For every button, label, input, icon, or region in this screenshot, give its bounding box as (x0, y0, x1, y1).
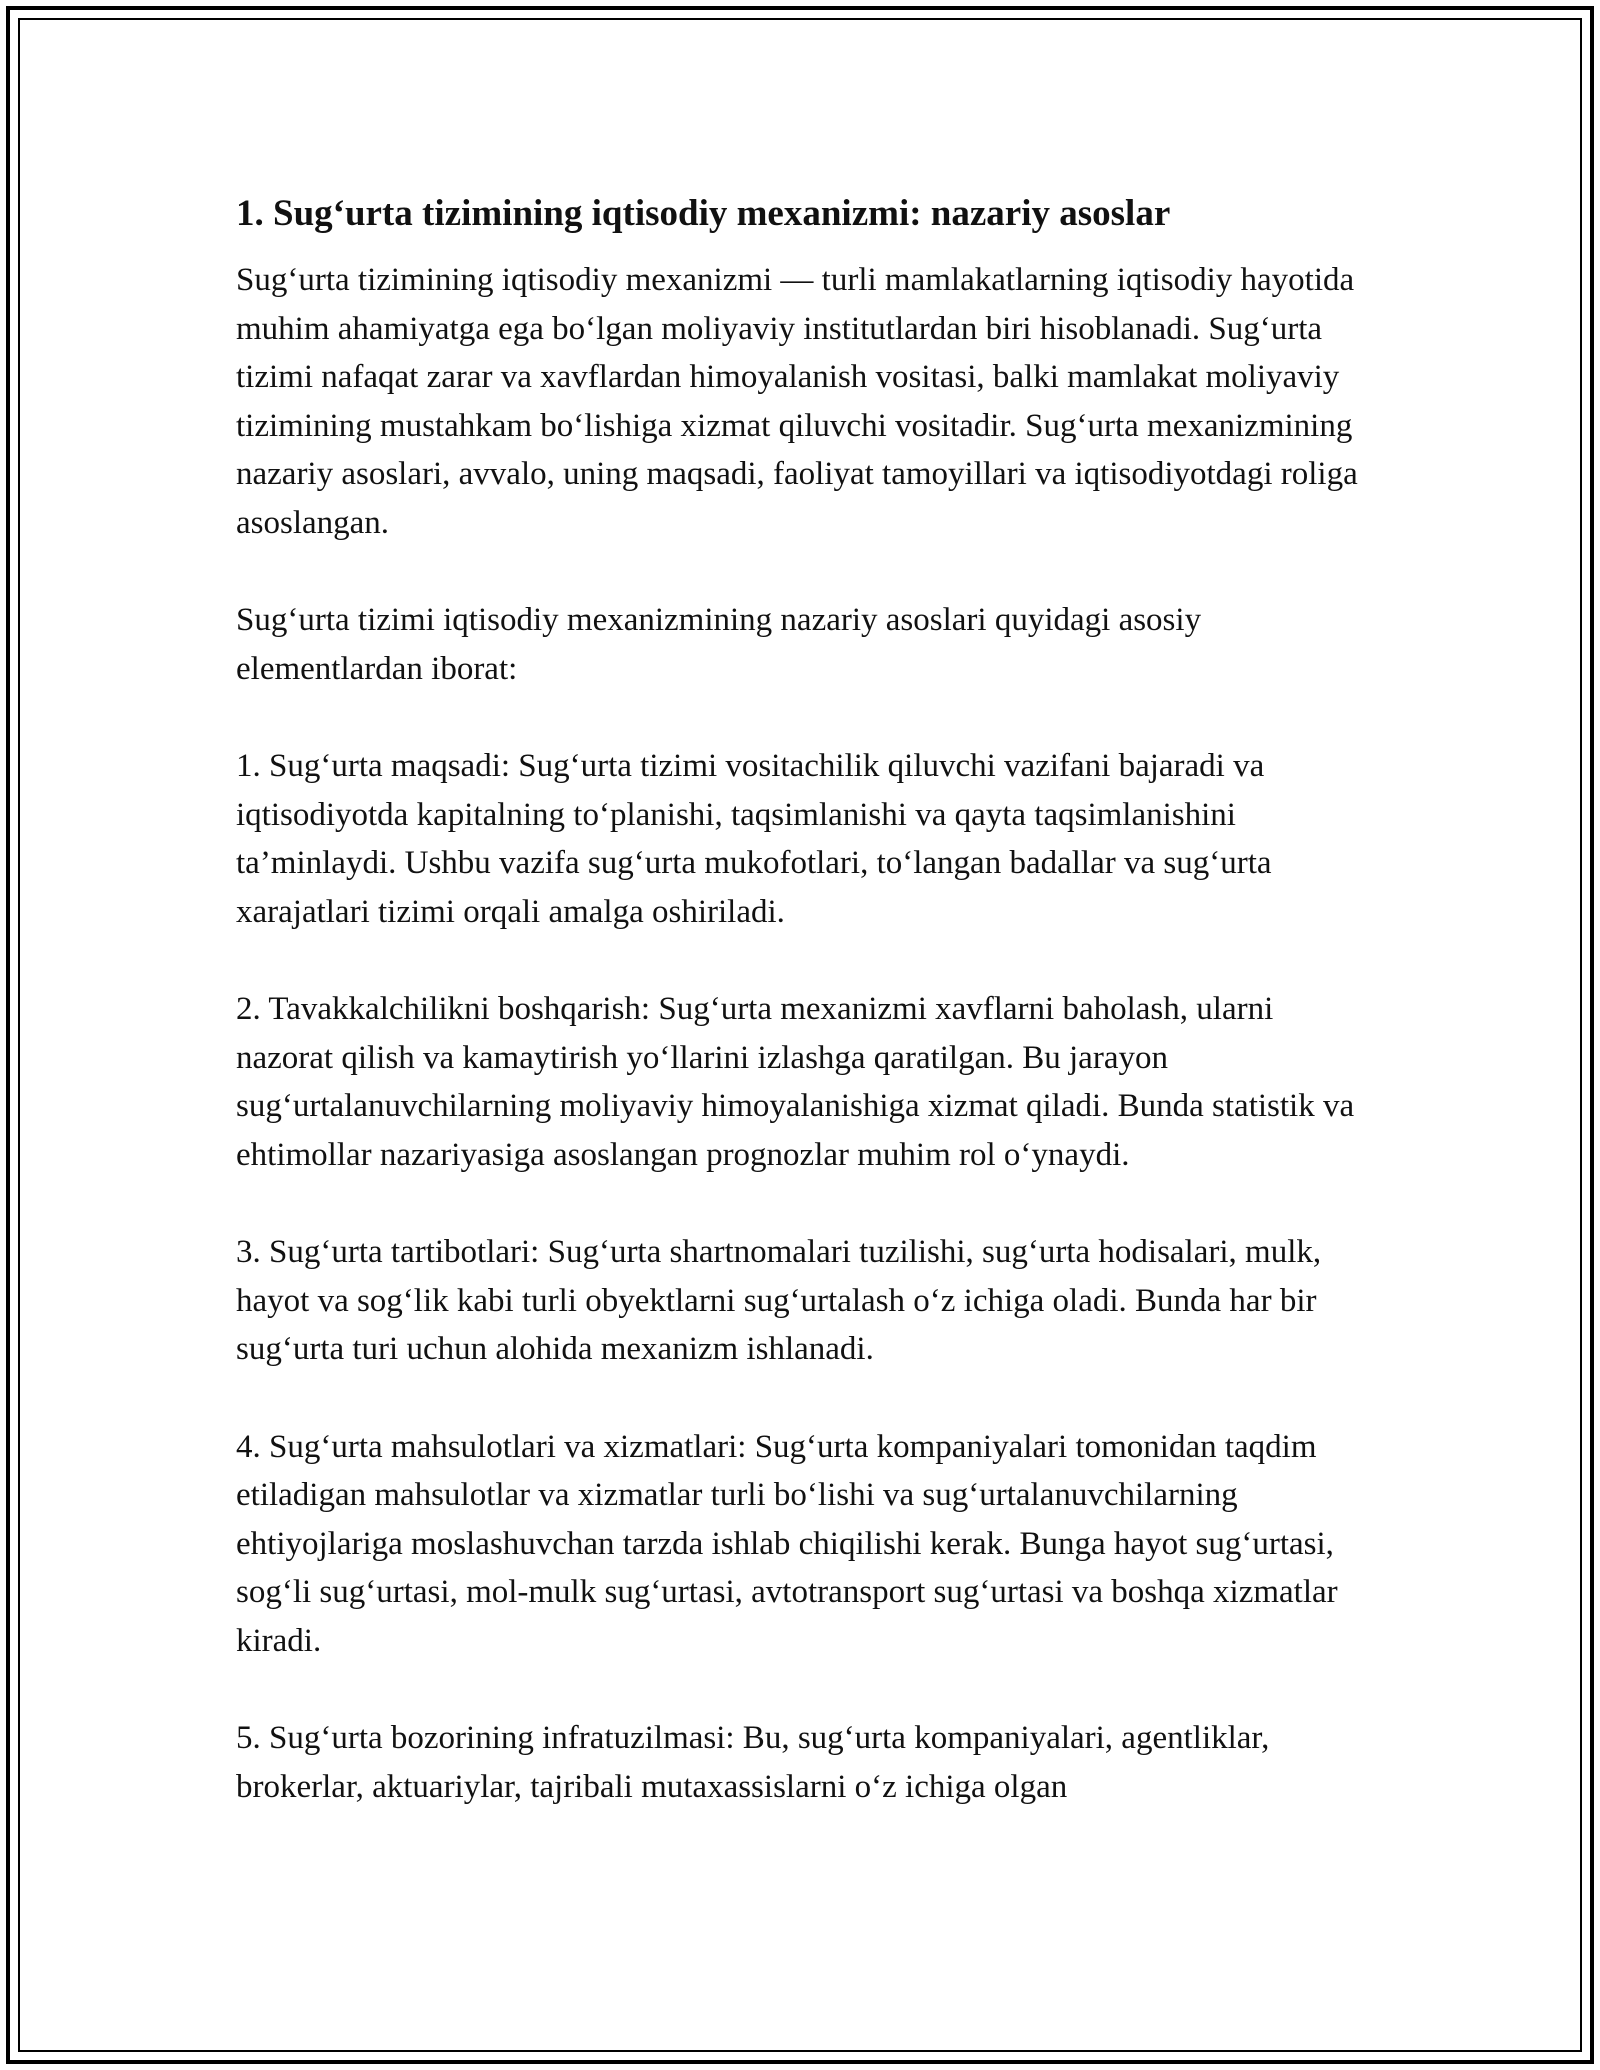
list-item-market-infrastructure: 5. Sug‘urta bozorining infratuzilmasi: Bu, sug‘urta kompaniyalari, agentliklar, brokerlar, aktuariylar, tajribali mutaxassislarni o‘z ichiga olgan (236, 1720, 1270, 1805)
list-item-risk-management: 2. Tavakkalchilikni boshqarish: Sug‘urta mexanizmi xavflarni baholash, ularni nazorat qilish va kamaytirish yo‘llarini izlashga qaratilgan. Bu jarayon sug‘urtalanuvchilarning moliyaviy himoyalanishiga xizmat qiladi. Bunda statistik va ehtimollar nazariyasiga asoslangan prognozlar muhim rol o‘ynaydi. (236, 991, 1355, 1173)
document-body (236, 186, 1366, 1860)
elements-lead-paragraph: Sug‘urta tizimi iqtisodiy mexanizmining nazariy asoslari quyidagi asosiy elementlardan iborat: (236, 602, 1202, 687)
intro-paragraph: Sug‘urta tizimining iqtisodiy mexanizmi — turli mamlakatlarning iqtisodiy hayotida muhim ahamiyatga ega bo‘lgan moliyaviy institutlardan biri hisoblanadi. Sug‘urta tizimi nafaqat zarar va xavflardan himoyalanish vositasi, balki mamlakat moliyaviy tizimining mustahkam bo‘lishiga xizmat qiluvchi vositadir. Sug‘urta mexanizmining nazariy asoslari, avvalo, uning maqsadi, faoliyat tamoyillari va iqtisodiyotdagi roliga asoslangan. (236, 262, 1358, 541)
list-item-insurance-procedures: 3. Sug‘urta tartibotlari: Sug‘urta shartnomalari tuzilishi, sug‘urta hodisalari, mulk, hayot va sog‘lik kabi turli obyektlarni sug‘urtalash o‘z ichiga oladi. Bunda har bir sug‘urta turi uchun alohida mexanizm ishlanadi. (236, 1234, 1322, 1367)
list-item-insurance-products: 4. Sug‘urta mahsulotlari va xizmatlari: Sug‘urta kompaniyalari tomonidan taqdim etiladigan mahsulotlar va xizmatlar turli bo‘lishi va sug‘urtalanuvchilarning ehtiyojlariga moslashuvchan tarzda ishlab chiqilishi kerak. Bunga hayot sug‘urtasi, sog‘li sug‘urtasi, mol-mulk sug‘urtasi, avtotransport sug‘urtasi va boshqa xizmatlar kiradi. (236, 1428, 1338, 1659)
section-heading: 1. Sug‘urta tizimining iqtisodiy mexanizmi: nazariy asoslar (236, 193, 1171, 234)
list-item-insurance-purpose: 1. Sug‘urta maqsadi: Sug‘urta tizimi vositachilik qiluvchi vazifani bajaradi va iqtisodiyotda kapitalning to‘planishi, taqsimlanishi va qayta taqsimlanishini ta’minlaydi. Ushbu vazifa sug‘urta mukofotlari, to‘langan badallar va sug‘urta xarajatlari tizimi orqali amalga oshiriladi. (236, 748, 1272, 930)
